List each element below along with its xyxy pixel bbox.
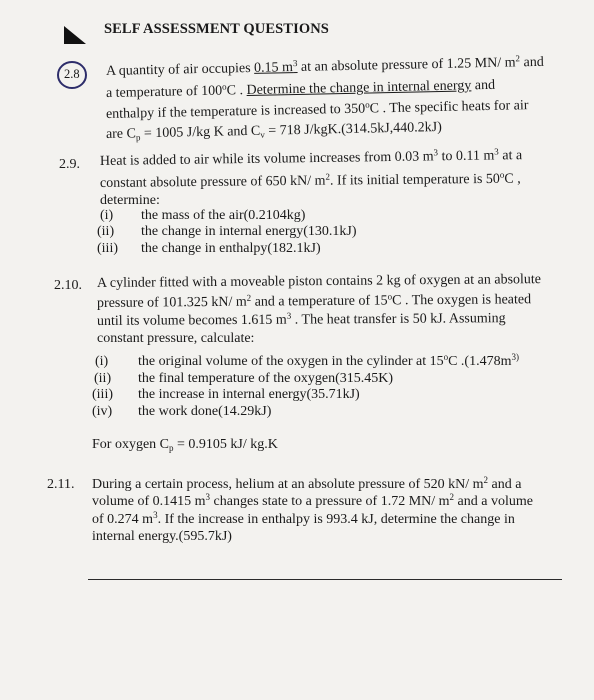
q2-10-line-4: constant pressure, calculate: — [97, 331, 255, 346]
q2-10-note: For oxygen $C_p = 0.9105$ kJ/ kg.K — [92, 437, 278, 453]
q2-8-line-4: are $C_p = 1005$ J/kg K and $C_v = 718$ J/kgK.(314.5kJ,440.2kJ) — [105, 119, 442, 143]
q2-9-line-3: determine: — [100, 193, 160, 208]
item-text: the increase in internal energy(35.71kJ) — [138, 387, 360, 402]
item-label: (iii) — [97, 241, 118, 256]
question-number: 2.11. — [47, 477, 75, 492]
item-text: the change in internal energy(130.1kJ) — [141, 224, 357, 239]
item-label: (iii) — [92, 387, 113, 402]
q2-8-line-1: A quantity of air occupies 0.15 $m^3$ at an absolute pressure of 1.25 MN/ $m^2$ and — [105, 53, 544, 79]
item-text: the work done(14.29kJ) — [138, 404, 272, 419]
q2-10-line-2: pressure of 101.325 kN/ $m^2$ and a temperature of 15$^o$C . The oxygen is heated — [96, 291, 532, 311]
q2-9-line-2: constant absolute pressure of 650 kN/ $m^2$. If its initial temperature is 50$^o$C , — [99, 169, 521, 191]
q2-11-line-1: During a certain process, helium at an absolute pressure of 520 kN/ $m^2$ and a — [92, 475, 522, 492]
item-label: (i) — [100, 208, 114, 223]
q2-10-line-3: until its volume becomes 1.615 $m^3$ . The heat transfer is 50 kJ. Assuming — [96, 310, 506, 329]
divider — [88, 579, 562, 580]
q2-11-line-3: of 0.274 $m^3$. If the increase in enthalpy is 993.4 kJ, determine the change in — [92, 510, 515, 527]
question-number: 2.10. — [54, 278, 82, 293]
item-text: the change in enthalpy(182.1kJ) — [141, 241, 321, 256]
item-text: the mass of the air(0.2104kg) — [141, 208, 306, 223]
item-label: (iv) — [92, 404, 113, 419]
q2-11-line-4: internal energy.(595.7kJ) — [92, 529, 232, 544]
q2-11-line-2: volume of 0.1415 $m^3$ changes state to a pressure of 1.72 MN/ $m^2$ and a volume — [92, 492, 533, 509]
q2-10-line-1: A cylinder fitted with a moveable piston contains 2 kg of oxygen at an absolute — [96, 272, 542, 291]
item-label: (ii) — [94, 371, 112, 386]
q2-9-line-1: Heat is added to air while its volume increases from 0.03 $m^3$ to 0.11 $m^3$ at a — [99, 146, 523, 169]
q2-8-line-3: enthalpy if the temperature is increased to 350$^o$C . The specific heats for air — [105, 98, 529, 122]
item-text: the final temperature of the oxygen(315.45K) — [138, 371, 394, 386]
item-label: (i) — [95, 354, 109, 369]
item-label: (ii) — [97, 224, 115, 239]
section-title: SELF ASSESSMENT QUESTIONS — [104, 21, 329, 37]
item-text: the original volume of the oxygen in the cylinder at 15$^o$C $.(1.478m^{3)}$ — [138, 352, 519, 369]
question-number-circled: 2.8 — [55, 59, 89, 91]
question-number: 2.9. — [59, 157, 80, 172]
triangle-arrow-icon — [62, 24, 88, 46]
q2-8-line-2: a temperature of 100$^o$C . Determine the change in internal energy and — [105, 77, 496, 101]
